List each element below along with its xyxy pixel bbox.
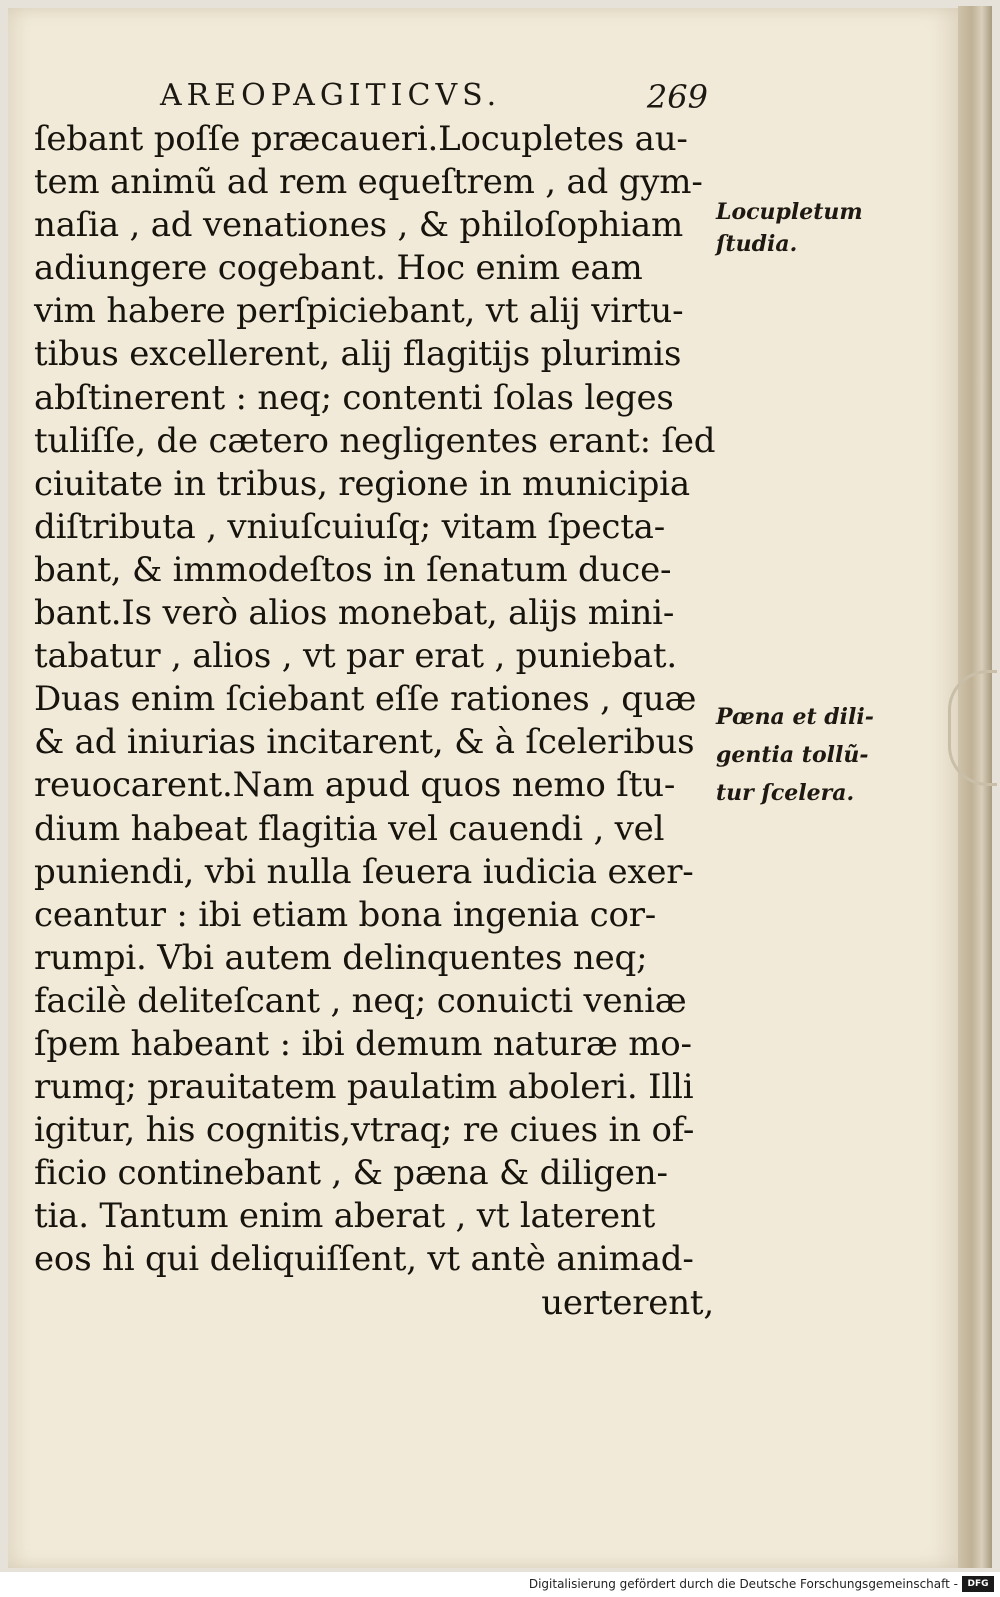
text-line: tem animũ ad rem equeſtrem , ad gym- [34,162,703,203]
text-line: naſia , ad venationes , & philoſophiam [34,205,684,246]
text-line: puniendi, vbi nulla ſeuera iudicia exer- [34,851,694,892]
text-line: & ad iniurias incitarent, & à ſceleribus [34,722,695,763]
text-line: ficio continebant , & pæna & diligen- [34,1153,668,1194]
dfg-logo: DFG [962,1576,994,1592]
text-line: vim habere perſpiciebant, vt alij virtu- [34,291,684,332]
footer-bar [0,1572,1000,1597]
margin-note-poena [716,698,916,812]
funding-credit: Digitalisierung gefördert durch die Deutsche Forschungsgemeinschaft - [528,1577,958,1591]
text-line: igitur, his cognitis,vtraq; re ciues in of- [34,1110,695,1151]
text-line: bant.Is verò alios monebat, alijs mini- [34,593,675,634]
margin-note-locupletum [716,196,916,260]
page-number: 269 [646,78,708,116]
page-header [160,78,708,118]
text-line: tabatur , alios , vt par erat , puniebat. [34,636,677,677]
text-line: tia. Tantum enim aberat , vt laterent [34,1196,656,1237]
text-line: ſpem habeant : ibi demum naturæ mo- [34,1023,692,1064]
body-text [34,118,714,1325]
running-title: AREOPAGITICVS. [160,78,502,113]
margin-note-line: Locupletum [716,199,863,225]
catchword-line: uerterent, [541,1282,714,1323]
binding-clip [948,670,997,786]
margin-note-line: ſtudia. [716,231,798,257]
text-line: bant, & immodeſtos in ſenatum duce- [34,549,672,590]
margin-note-line: gentia tollũ- [716,742,869,768]
text-line: abſtinerent : neq; contenti ſolas leges [34,377,674,418]
text-line: rumq; prauitatem paulatim aboleri. Illi [34,1067,694,1108]
text-line: diſtributa , vniuſcuiuſq; vitam ſpecta- [34,506,666,547]
text-line: eos hi qui deliquiſſent, vt antè animad- [34,1239,694,1280]
text-line: reuocarent.Nam apud quos nemo ſtu- [34,765,676,806]
text-line: ceantur : ibi etiam bona ingenia cor- [34,894,657,935]
margin-note-line: Pœna et dili- [716,704,874,730]
text-line: ſebant poſſe præcaueri.Locupletes au- [34,119,688,159]
text-line: ciuitate in tribus, regione in municipia [34,463,690,504]
text-line: adiungere cogebant. Hoc enim eam [34,248,643,289]
text-line: rumpi. Vbi autem delinquentes neq; [34,937,648,978]
page-edge [958,6,992,1568]
margin-note-line: tur ſcelera. [716,780,855,806]
text-line: tuliſſe, de cætero negligentes erant: ſed [34,420,716,461]
text-line: facilè deliteſcant , neq; conuicti veniæ [34,980,687,1021]
text-line: tibus excellerent, alij flagitijs plurimis [34,334,682,375]
text-line: Duas enim ſciebant eſſe rationes , quæ [34,679,697,720]
text-line: dium habeat flagitia vel cauendi , vel [34,808,665,849]
